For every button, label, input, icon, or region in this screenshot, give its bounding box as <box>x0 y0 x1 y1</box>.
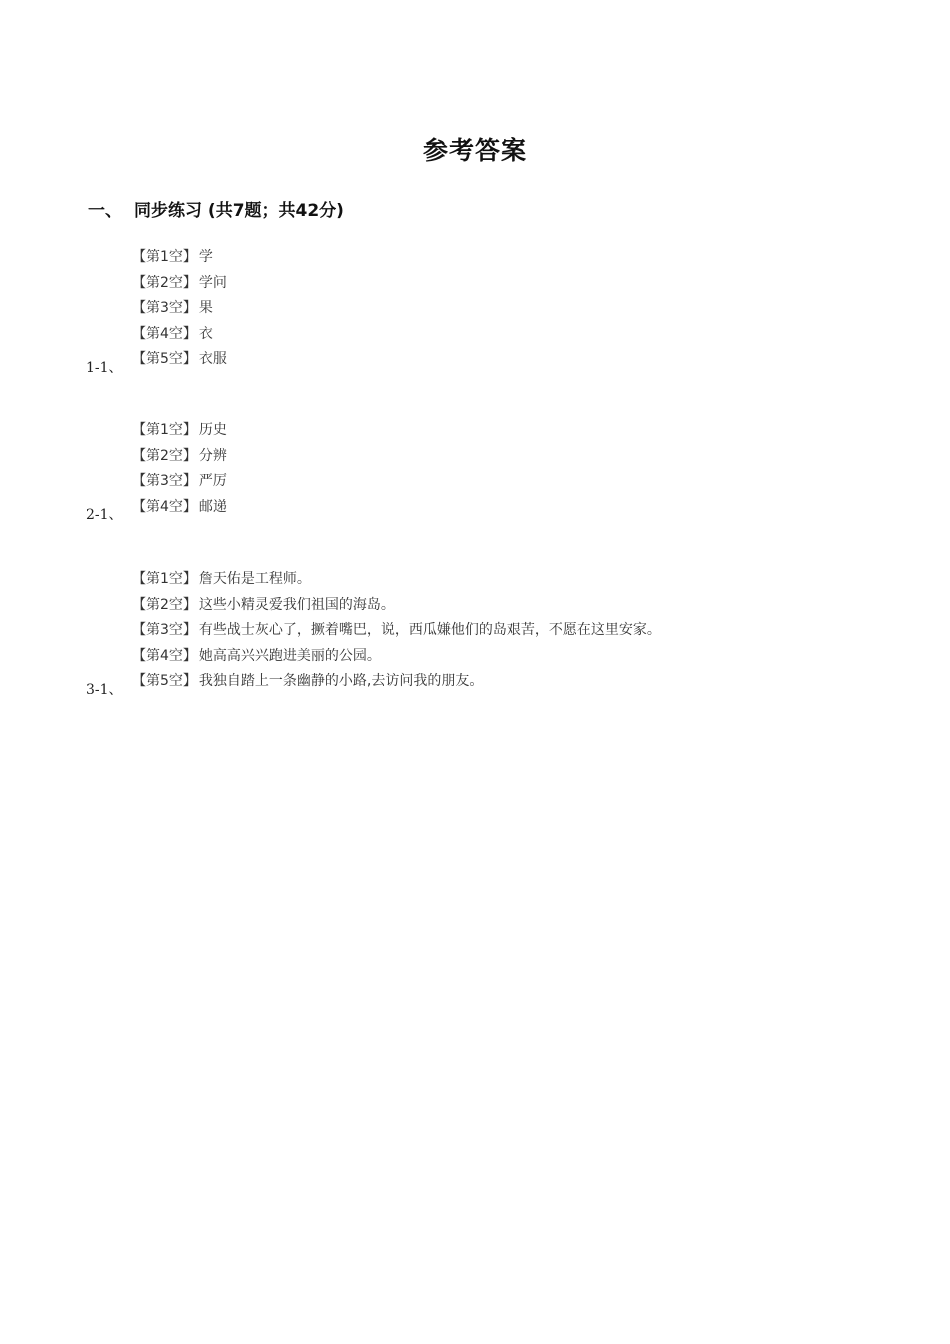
answer-text: 她高高兴兴跑进美丽的公园。 <box>198 647 381 664</box>
page-title: 参考答案 <box>422 136 527 165</box>
answer-line <box>132 418 227 444</box>
answer-line <box>132 644 661 670</box>
blank-tag: 【第4空】 <box>132 498 197 515</box>
blank-tag: 【第2空】 <box>132 274 197 291</box>
answer-text: 学 <box>198 249 213 265</box>
blank-tag: 【第2空】 <box>132 596 197 613</box>
answer-text: 学问 <box>198 274 227 291</box>
answer-text: 历史 <box>198 422 227 438</box>
answer-list <box>132 567 661 695</box>
answer-text: 果 <box>198 300 213 317</box>
answer-list <box>132 418 227 520</box>
answer-line <box>132 347 227 373</box>
answer-text: 衣服 <box>198 351 227 368</box>
answer-list <box>132 245 227 373</box>
answer-line <box>132 469 227 495</box>
answer-text: 邮递 <box>198 498 227 515</box>
question-number: 2-1、 <box>86 507 123 523</box>
question-number: 1-1、 <box>86 360 123 376</box>
answer-text: 衣 <box>198 325 213 342</box>
answer-text: 我独自踏上一条幽静的小路,去访问我的朋友。 <box>198 673 484 690</box>
answer-line <box>132 495 227 521</box>
answer-line <box>132 593 661 619</box>
blank-tag: 【第2空】 <box>132 447 197 464</box>
blank-tag: 【第4空】 <box>132 647 197 664</box>
answer-line <box>132 567 661 593</box>
answer-text: 詹天佑是工程师。 <box>198 571 311 587</box>
answer-line <box>132 322 227 348</box>
question-number: 3-1、 <box>86 682 123 698</box>
blank-tag: 【第5空】 <box>132 351 197 368</box>
blank-tag: 【第3空】 <box>132 473 197 490</box>
answer-text: 这些小精灵爱我们祖国的海岛。 <box>198 596 395 613</box>
answer-text: 严厉 <box>198 473 227 490</box>
answer-line <box>132 669 661 695</box>
section-heading <box>88 196 344 221</box>
blank-tag: 【第1空】 <box>132 422 197 438</box>
blank-tag: 【第5空】 <box>132 673 197 690</box>
answer-text: 分辨 <box>198 447 227 464</box>
blank-tag: 【第3空】 <box>132 300 197 317</box>
blank-tag: 【第3空】 <box>132 622 197 639</box>
answer-line <box>132 444 227 470</box>
blank-tag: 【第1空】 <box>132 249 197 265</box>
answer-text: 有些战士灰心了，撅着嘴巴，说，西瓜嫌他们的岛艰苦，不愿在这里安家。 <box>198 622 661 639</box>
section-title: 同步练习 (共7题；共42分) <box>134 201 344 221</box>
answer-line <box>132 271 227 297</box>
section-number: 一、 <box>88 201 122 221</box>
answer-line <box>132 296 227 322</box>
answer-line <box>132 618 661 644</box>
blank-tag: 【第1空】 <box>132 571 197 587</box>
answer-line <box>132 245 227 271</box>
blank-tag: 【第4空】 <box>132 325 197 342</box>
